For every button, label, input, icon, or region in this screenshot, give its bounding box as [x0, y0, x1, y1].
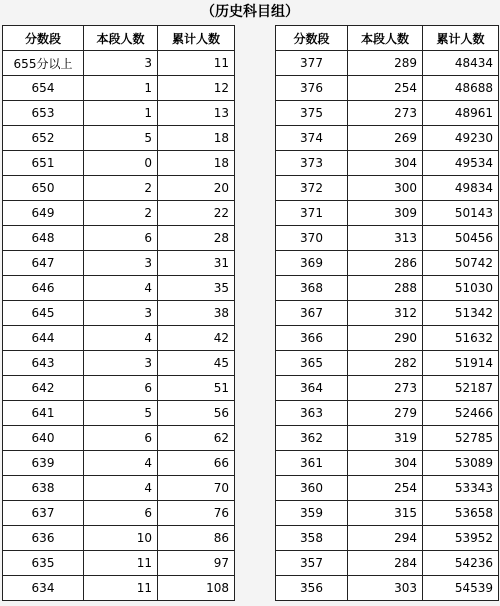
score-range-cell: 652	[3, 126, 84, 151]
score-range-cell: 357	[276, 551, 348, 576]
segment-count-cell: 300	[348, 176, 423, 201]
segment-count-cell: 0	[84, 151, 158, 176]
score-table-right	[275, 25, 499, 601]
cumulative-count-cell: 51342	[423, 301, 499, 326]
table-row	[3, 276, 235, 301]
score-range-cell: 366	[276, 326, 348, 351]
cumulative-count-cell: 50456	[423, 226, 499, 251]
header-row	[3, 26, 235, 51]
score-range-cell: 653	[3, 101, 84, 126]
table-row	[276, 51, 499, 76]
table-row	[3, 251, 235, 276]
score-range-cell: 638	[3, 476, 84, 501]
cumulative-count-cell: 50143	[423, 201, 499, 226]
cumulative-count-cell: 52466	[423, 401, 499, 426]
header-score-range: 分数段	[3, 26, 84, 51]
segment-count-cell: 273	[348, 376, 423, 401]
cumulative-count-cell: 13	[158, 101, 235, 126]
score-range-cell: 364	[276, 376, 348, 401]
score-range-cell: 646	[3, 276, 84, 301]
segment-count-cell: 315	[348, 501, 423, 526]
score-range-cell: 376	[276, 76, 348, 101]
cumulative-count-cell: 76	[158, 501, 235, 526]
cumulative-count-cell: 49534	[423, 151, 499, 176]
table-row	[3, 151, 235, 176]
table-row	[3, 76, 235, 101]
score-range-cell: 655分以上	[3, 51, 84, 76]
table-row	[276, 401, 499, 426]
cumulative-count-cell: 108	[158, 576, 235, 601]
cumulative-count-cell: 18	[158, 126, 235, 151]
score-range-cell: 643	[3, 351, 84, 376]
segment-count-cell: 6	[84, 376, 158, 401]
table-row	[3, 501, 235, 526]
table-row	[3, 476, 235, 501]
cumulative-count-cell: 12	[158, 76, 235, 101]
score-range-cell: 365	[276, 351, 348, 376]
segment-count-cell: 1	[84, 101, 158, 126]
cumulative-count-cell: 51914	[423, 351, 499, 376]
segment-count-cell: 6	[84, 226, 158, 251]
table-row	[276, 201, 499, 226]
table-row	[3, 201, 235, 226]
table-row	[3, 351, 235, 376]
table-row	[276, 551, 499, 576]
cumulative-count-cell: 49834	[423, 176, 499, 201]
table-row	[276, 301, 499, 326]
segment-count-cell: 4	[84, 326, 158, 351]
segment-count-cell: 4	[84, 276, 158, 301]
table-row	[3, 376, 235, 401]
score-range-cell: 373	[276, 151, 348, 176]
table-row	[276, 176, 499, 201]
segment-count-cell: 312	[348, 301, 423, 326]
cumulative-count-cell: 51030	[423, 276, 499, 301]
cumulative-count-cell: 42	[158, 326, 235, 351]
table-row	[3, 226, 235, 251]
table-row	[276, 126, 499, 151]
table-row	[276, 451, 499, 476]
score-range-cell: 370	[276, 226, 348, 251]
cumulative-count-cell: 54236	[423, 551, 499, 576]
score-range-cell: 372	[276, 176, 348, 201]
header-cumulative-count: 累计人数	[423, 26, 499, 51]
score-range-cell: 358	[276, 526, 348, 551]
table-row	[276, 376, 499, 401]
cumulative-count-cell: 53658	[423, 501, 499, 526]
cumulative-count-cell: 49230	[423, 126, 499, 151]
table-row	[276, 501, 499, 526]
table-row	[3, 176, 235, 201]
table-row	[3, 401, 235, 426]
score-range-cell: 654	[3, 76, 84, 101]
score-range-cell: 645	[3, 301, 84, 326]
table-row	[3, 51, 235, 76]
cumulative-count-cell: 53089	[423, 451, 499, 476]
segment-count-cell: 2	[84, 201, 158, 226]
segment-count-cell: 282	[348, 351, 423, 376]
header-segment-count: 本段人数	[84, 26, 158, 51]
score-range-cell: 651	[3, 151, 84, 176]
segment-count-cell: 269	[348, 126, 423, 151]
segment-count-cell: 273	[348, 101, 423, 126]
segment-count-cell: 303	[348, 576, 423, 601]
table-row	[276, 576, 499, 601]
segment-count-cell: 254	[348, 76, 423, 101]
table-row	[3, 551, 235, 576]
segment-count-cell: 5	[84, 126, 158, 151]
cumulative-count-cell: 62	[158, 426, 235, 451]
score-range-cell: 374	[276, 126, 348, 151]
cumulative-count-cell: 20	[158, 176, 235, 201]
segment-count-cell: 6	[84, 426, 158, 451]
segment-count-cell: 3	[84, 51, 158, 76]
score-range-cell: 648	[3, 226, 84, 251]
table-row	[276, 476, 499, 501]
cumulative-count-cell: 52187	[423, 376, 499, 401]
cumulative-count-cell: 50742	[423, 251, 499, 276]
segment-count-cell: 10	[84, 526, 158, 551]
score-range-cell: 644	[3, 326, 84, 351]
cumulative-count-cell: 86	[158, 526, 235, 551]
table-row	[276, 426, 499, 451]
segment-count-cell: 4	[84, 476, 158, 501]
table-row	[3, 101, 235, 126]
segment-count-cell: 11	[84, 576, 158, 601]
table-row	[276, 276, 499, 301]
score-range-cell: 650	[3, 176, 84, 201]
cumulative-count-cell: 53343	[423, 476, 499, 501]
segment-count-cell: 304	[348, 151, 423, 176]
cumulative-count-cell: 52785	[423, 426, 499, 451]
score-range-cell: 369	[276, 251, 348, 276]
segment-count-cell: 1	[84, 76, 158, 101]
table-row	[276, 526, 499, 551]
segment-count-cell: 254	[348, 476, 423, 501]
table-row	[3, 451, 235, 476]
cumulative-count-cell: 18	[158, 151, 235, 176]
cumulative-count-cell: 11	[158, 51, 235, 76]
table-row	[276, 251, 499, 276]
cumulative-count-cell: 28	[158, 226, 235, 251]
score-range-cell: 377	[276, 51, 348, 76]
score-table-left	[2, 25, 235, 601]
cumulative-count-cell: 54539	[423, 576, 499, 601]
segment-count-cell: 289	[348, 51, 423, 76]
header-segment-count: 本段人数	[348, 26, 423, 51]
header-row	[276, 26, 499, 51]
score-range-cell: 360	[276, 476, 348, 501]
segment-count-cell: 3	[84, 301, 158, 326]
segment-count-cell: 5	[84, 401, 158, 426]
segment-count-cell: 6	[84, 501, 158, 526]
score-range-cell: 634	[3, 576, 84, 601]
table-row	[276, 76, 499, 101]
segment-count-cell: 3	[84, 351, 158, 376]
cumulative-count-cell: 97	[158, 551, 235, 576]
page-title: （历史科目组）	[201, 4, 299, 20]
table-row	[276, 351, 499, 376]
table-row	[3, 526, 235, 551]
segment-count-cell: 4	[84, 451, 158, 476]
header-score-range: 分数段	[276, 26, 348, 51]
cumulative-count-cell: 70	[158, 476, 235, 501]
segment-count-cell: 319	[348, 426, 423, 451]
table-row	[3, 126, 235, 151]
segment-count-cell: 309	[348, 201, 423, 226]
cumulative-count-cell: 56	[158, 401, 235, 426]
cumulative-count-cell: 22	[158, 201, 235, 226]
segment-count-cell: 284	[348, 551, 423, 576]
cumulative-count-cell: 45	[158, 351, 235, 376]
table-row	[3, 576, 235, 601]
table-row	[3, 426, 235, 451]
segment-count-cell: 294	[348, 526, 423, 551]
header-cumulative-count: 累计人数	[158, 26, 235, 51]
score-range-cell: 356	[276, 576, 348, 601]
cumulative-count-cell: 35	[158, 276, 235, 301]
cumulative-count-cell: 31	[158, 251, 235, 276]
segment-count-cell: 3	[84, 251, 158, 276]
table-row	[276, 151, 499, 176]
cumulative-count-cell: 48434	[423, 51, 499, 76]
table-row	[3, 301, 235, 326]
segment-count-cell: 286	[348, 251, 423, 276]
cumulative-count-cell: 48688	[423, 76, 499, 101]
cumulative-count-cell: 51	[158, 376, 235, 401]
score-range-cell: 649	[3, 201, 84, 226]
table-row	[276, 101, 499, 126]
score-range-cell: 359	[276, 501, 348, 526]
score-range-cell: 362	[276, 426, 348, 451]
score-range-cell: 639	[3, 451, 84, 476]
score-range-cell: 375	[276, 101, 348, 126]
score-range-cell: 637	[3, 501, 84, 526]
cumulative-count-cell: 48961	[423, 101, 499, 126]
cumulative-count-cell: 66	[158, 451, 235, 476]
table-row	[276, 326, 499, 351]
score-range-cell: 641	[3, 401, 84, 426]
score-range-cell: 361	[276, 451, 348, 476]
cumulative-count-cell: 38	[158, 301, 235, 326]
cumulative-count-cell: 51632	[423, 326, 499, 351]
segment-count-cell: 304	[348, 451, 423, 476]
score-range-cell: 367	[276, 301, 348, 326]
segment-count-cell: 313	[348, 226, 423, 251]
score-range-cell: 368	[276, 276, 348, 301]
segment-count-cell: 11	[84, 551, 158, 576]
cumulative-count-cell: 53952	[423, 526, 499, 551]
score-range-cell: 636	[3, 526, 84, 551]
segment-count-cell: 2	[84, 176, 158, 201]
score-range-cell: 363	[276, 401, 348, 426]
score-range-cell: 647	[3, 251, 84, 276]
score-range-cell: 635	[3, 551, 84, 576]
segment-count-cell: 279	[348, 401, 423, 426]
table-row	[3, 326, 235, 351]
score-range-cell: 371	[276, 201, 348, 226]
table-row	[276, 226, 499, 251]
segment-count-cell: 290	[348, 326, 423, 351]
score-range-cell: 640	[3, 426, 84, 451]
score-range-cell: 642	[3, 376, 84, 401]
segment-count-cell: 288	[348, 276, 423, 301]
